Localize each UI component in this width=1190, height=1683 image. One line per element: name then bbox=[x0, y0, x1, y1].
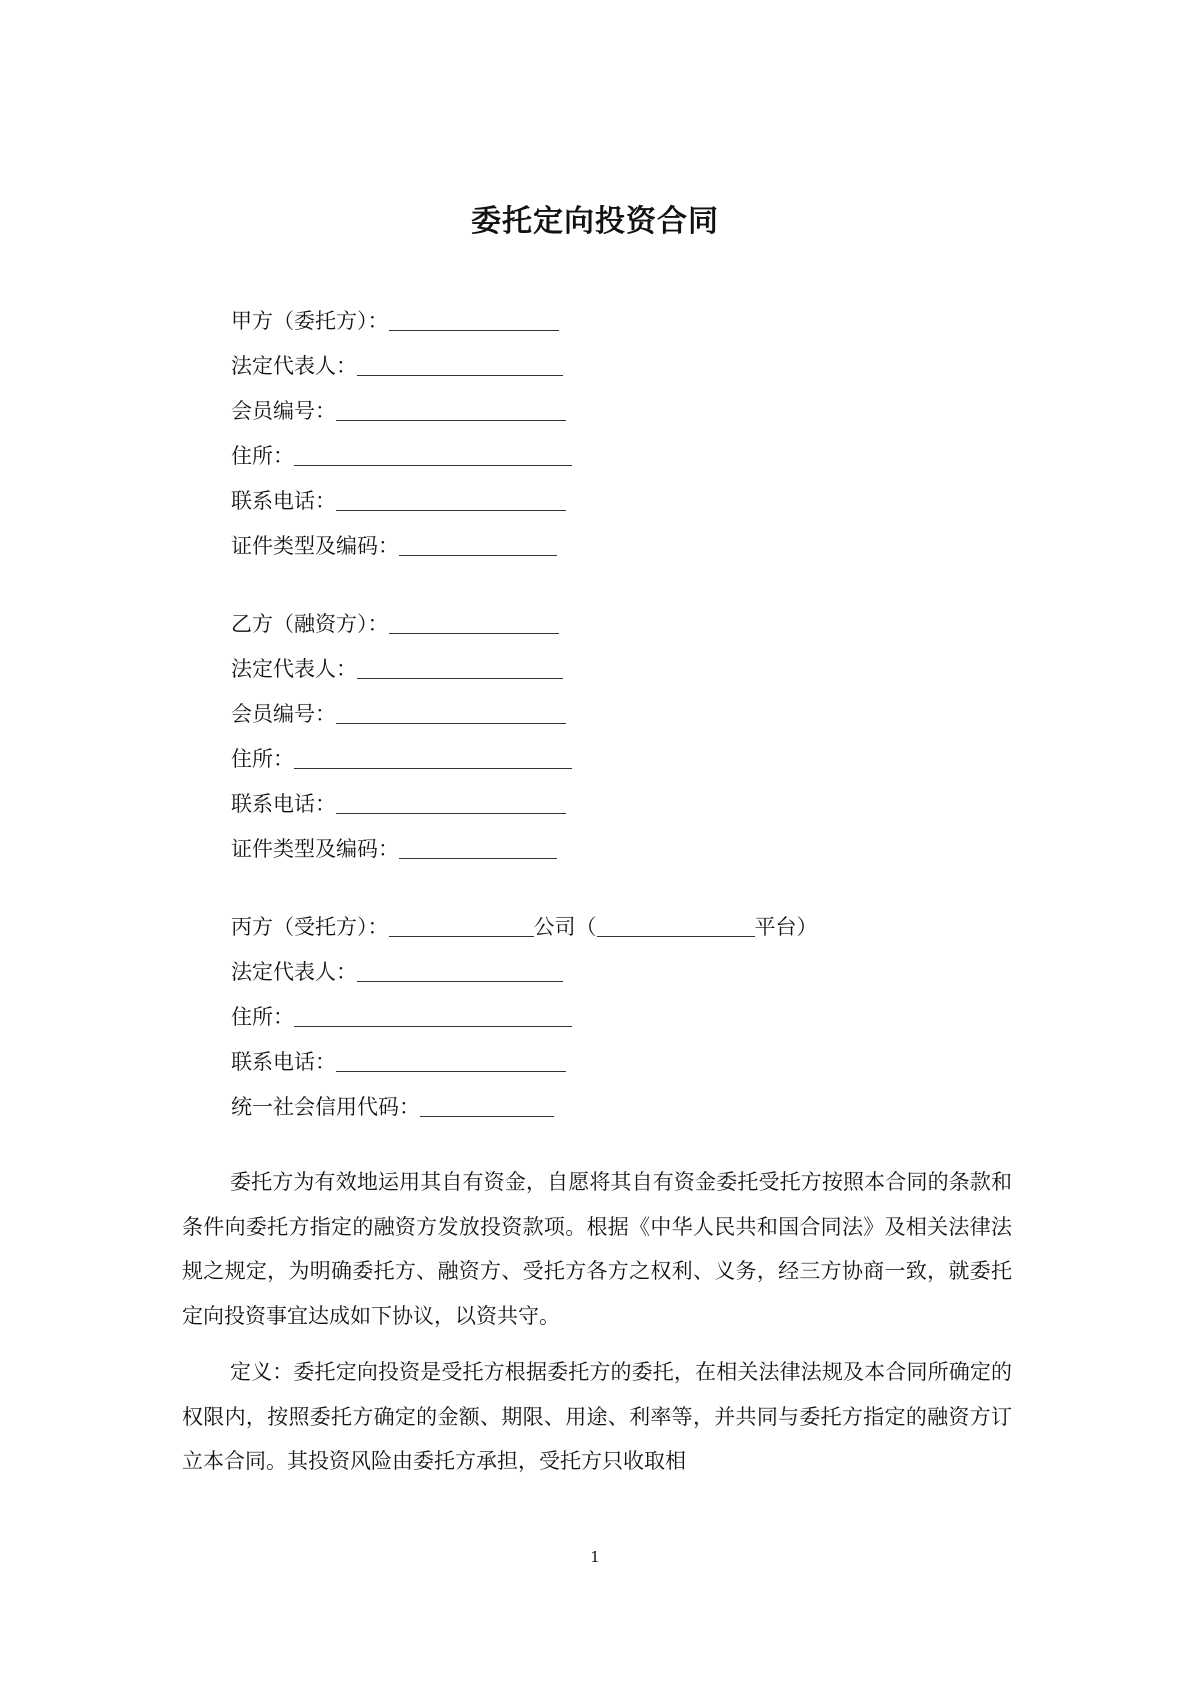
blank-line[interactable] bbox=[336, 398, 566, 421]
field-label: 会员编号： bbox=[231, 399, 336, 423]
party-b-phone-field bbox=[231, 789, 566, 819]
blank-line[interactable] bbox=[357, 656, 563, 679]
party-c-phone-field bbox=[231, 1047, 566, 1077]
field-label: 甲方（委托方）： bbox=[231, 309, 389, 333]
field-label: 住所： bbox=[231, 1005, 294, 1029]
field-label: 丙方（受托方）： bbox=[231, 915, 389, 939]
field-label: 证件类型及编码： bbox=[231, 534, 399, 558]
field-label: 乙方（融资方）： bbox=[231, 612, 389, 636]
blank-line[interactable] bbox=[294, 1004, 572, 1027]
blank-line[interactable] bbox=[294, 443, 572, 466]
party-b-id-field bbox=[231, 834, 557, 864]
blank-line[interactable] bbox=[357, 959, 563, 982]
field-label: 法定代表人： bbox=[231, 657, 357, 681]
page-number: 1 bbox=[590, 1548, 600, 1566]
party-a-name-field bbox=[231, 306, 559, 336]
blank-line[interactable] bbox=[389, 308, 559, 331]
preamble-paragraph: 委托方为有效地运用其自有资金，自愿将其自有资金委托受托方按照本合同的条款和条件向委托方指定的融资方发放投资款项。根据《中华人民共和国合同法》及相关法律法规之规定，为明确委托方、融资方、受托方各方之权利、义务，经三方协商一致，就委托定向投资事宜达成如下协议，以资共守。 bbox=[182, 1170, 1012, 1328]
definition-paragraph: 定义：委托定向投资是受托方根据委托方的委托，在相关法律法规及本合同所确定的权限内，按照委托方确定的金额、期限、用途、利率等，并共同与委托方指定的融资方订立本合同。其投资风险由委托方承担，受托方只收取相 bbox=[182, 1360, 1012, 1473]
party-c-credit-code-field bbox=[231, 1092, 554, 1122]
field-label: 住所： bbox=[231, 747, 294, 771]
party-a-address-field bbox=[231, 441, 572, 471]
blank-line[interactable] bbox=[336, 791, 566, 814]
blank-line[interactable] bbox=[336, 701, 566, 724]
blank-line[interactable] bbox=[420, 1094, 554, 1117]
field-label: 联系电话： bbox=[231, 1050, 336, 1074]
blank-line[interactable] bbox=[336, 1049, 566, 1072]
party-a-member-no-field bbox=[231, 396, 566, 426]
party-b-name-field bbox=[231, 609, 559, 639]
field-label: 联系电话： bbox=[231, 792, 336, 816]
field-label: 法定代表人： bbox=[231, 960, 357, 984]
party-c-address-field bbox=[231, 1002, 572, 1032]
blank-line[interactable] bbox=[399, 836, 557, 859]
blank-line[interactable] bbox=[336, 488, 566, 511]
blank-line[interactable] bbox=[357, 353, 563, 376]
blank-line-platform[interactable] bbox=[597, 914, 755, 937]
party-a-legal-rep-field bbox=[231, 351, 563, 381]
field-label: 住所： bbox=[231, 444, 294, 468]
field-label: 会员编号： bbox=[231, 702, 336, 726]
document-title: 委托定向投资合同 bbox=[471, 204, 719, 239]
field-label: 统一社会信用代码： bbox=[231, 1095, 420, 1119]
party-c-legal-rep-field bbox=[231, 957, 563, 987]
party-b-legal-rep-field bbox=[231, 654, 563, 684]
blank-line[interactable] bbox=[294, 746, 572, 769]
party-a-phone-field bbox=[231, 486, 566, 516]
party-b-address-field bbox=[231, 744, 572, 774]
field-label: 法定代表人： bbox=[231, 354, 357, 378]
party-a-id-field bbox=[231, 531, 557, 561]
company-label: 公司（ bbox=[533, 915, 597, 939]
field-label: 证件类型及编码： bbox=[231, 837, 399, 861]
blank-line[interactable] bbox=[389, 611, 559, 634]
party-c-name-field bbox=[231, 912, 818, 942]
blank-line[interactable] bbox=[399, 533, 557, 556]
blank-line-company[interactable] bbox=[389, 914, 534, 937]
party-b-member-no-field bbox=[231, 699, 566, 729]
field-label: 联系电话： bbox=[231, 489, 336, 513]
platform-label: 平台） bbox=[754, 915, 818, 939]
